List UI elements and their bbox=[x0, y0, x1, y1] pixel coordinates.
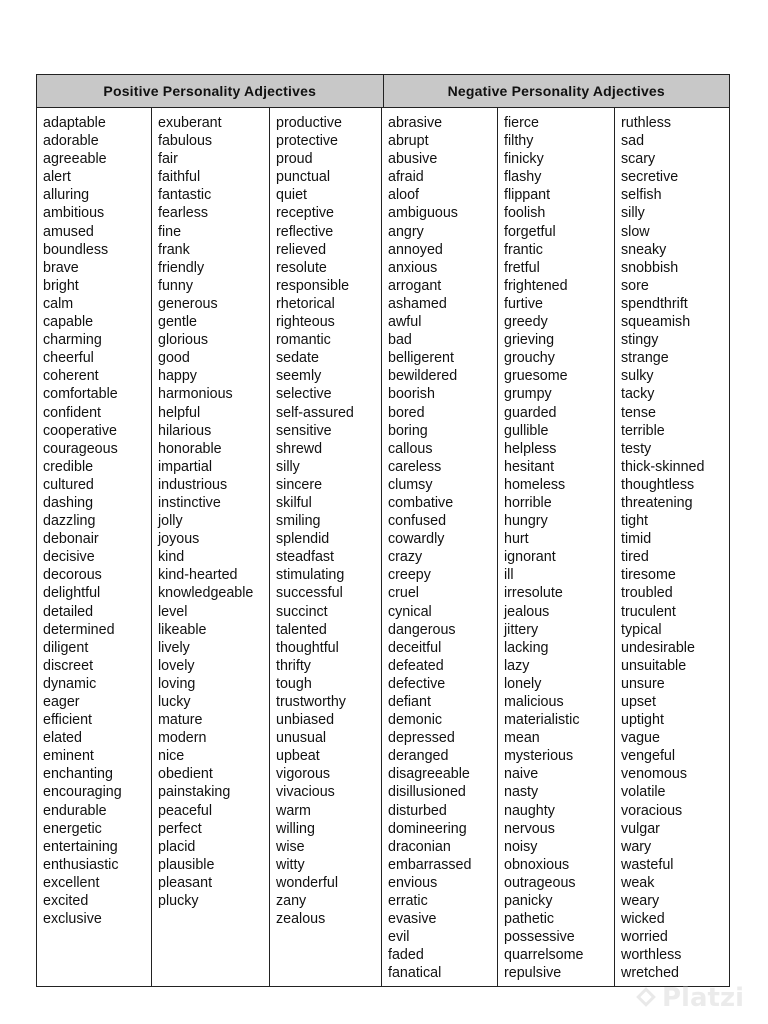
adjective-word: worthless bbox=[621, 947, 682, 964]
adjective-word: level bbox=[158, 603, 188, 620]
adjective-word: envious bbox=[388, 874, 438, 891]
adjective-word: uptight bbox=[621, 712, 664, 729]
adjective-word: kind-hearted bbox=[158, 567, 238, 584]
adjective-word: grieving bbox=[504, 332, 555, 349]
adjective-word: jolly bbox=[158, 513, 183, 530]
adjective-word: zealous bbox=[276, 911, 326, 928]
adjective-word: sincere bbox=[276, 476, 323, 493]
adjective-word: generous bbox=[158, 295, 218, 312]
adjective-word: skilful bbox=[276, 494, 312, 511]
adjective-word: knowledgeable bbox=[158, 585, 254, 602]
adjective-word: smiling bbox=[276, 513, 321, 530]
adjective-word: anxious bbox=[388, 259, 438, 276]
adjective-word: abrupt bbox=[388, 133, 429, 150]
adjective-word: callous bbox=[388, 440, 433, 457]
adjective-word: lively bbox=[158, 639, 190, 656]
column-divider bbox=[497, 107, 498, 986]
adjective-word: proud bbox=[276, 151, 313, 168]
adjective-word: stingy bbox=[621, 332, 659, 349]
adjective-word: deranged bbox=[388, 748, 449, 765]
adjective-word: wise bbox=[276, 838, 305, 855]
adjective-word: worried bbox=[621, 929, 668, 946]
adjective-word: threatening bbox=[621, 494, 693, 511]
adjective-word: joyous bbox=[158, 531, 200, 548]
adjective-word: defiant bbox=[388, 694, 431, 710]
adjective-word: greedy bbox=[504, 314, 548, 331]
adjective-word: flippant bbox=[504, 187, 551, 204]
adjective-word: trustworthy bbox=[276, 694, 346, 710]
adjective-word: capable bbox=[43, 314, 94, 331]
adjective-word: wicked bbox=[621, 911, 665, 928]
adjective-word: tiresome bbox=[621, 567, 676, 584]
adjective-word: talented bbox=[276, 621, 327, 638]
adjective-word: ruthless bbox=[621, 115, 672, 131]
adjective-word: excited bbox=[43, 893, 89, 910]
adjective-word: kind bbox=[158, 549, 185, 566]
adjective-word: obnoxious bbox=[504, 856, 570, 873]
adjective-word: bright bbox=[43, 277, 79, 294]
word-column bbox=[276, 114, 354, 928]
adjective-word: boundless bbox=[43, 241, 109, 258]
adjective-word: harmonious bbox=[158, 386, 233, 403]
section-divider bbox=[381, 107, 382, 986]
adjective-word: instinctive bbox=[158, 494, 221, 511]
platzi-logo-icon bbox=[636, 987, 658, 1009]
adjective-word: troubled bbox=[621, 585, 673, 602]
adjective-word: awful bbox=[388, 314, 422, 331]
adjective-word: possessive bbox=[504, 929, 575, 946]
adjective-word: industrious bbox=[158, 476, 228, 493]
adjective-word: amused bbox=[43, 223, 94, 240]
adjective-word: upbeat bbox=[276, 748, 320, 765]
adjective-word: hurt bbox=[504, 531, 529, 548]
adjective-word: charming bbox=[43, 332, 102, 349]
word-column bbox=[388, 114, 471, 983]
adjective-word: honorable bbox=[158, 440, 222, 457]
adjective-word: creepy bbox=[388, 567, 431, 584]
adjective-word: naughty bbox=[504, 802, 555, 819]
adjective-word: spendthrift bbox=[621, 295, 688, 312]
word-column bbox=[504, 114, 583, 983]
adjective-word: cultured bbox=[43, 476, 94, 493]
adjective-word: boring bbox=[388, 422, 428, 439]
adjective-word: fierce bbox=[504, 115, 539, 131]
adjective-word: frantic bbox=[504, 241, 543, 258]
adjective-word: angry bbox=[388, 223, 424, 240]
adjective-word: entertaining bbox=[43, 838, 118, 855]
adjective-word: foolish bbox=[504, 205, 546, 222]
adjective-word: confused bbox=[388, 513, 447, 530]
adjective-word: painstaking bbox=[158, 784, 231, 801]
adjective-word: productive bbox=[276, 115, 342, 131]
adjective-word: cynical bbox=[388, 603, 432, 620]
adjective-word: courageous bbox=[43, 440, 118, 457]
adjective-word: embarrassed bbox=[388, 856, 472, 873]
adjective-word: voracious bbox=[621, 802, 683, 819]
adjective-word: lonely bbox=[504, 675, 542, 692]
adjective-word: protective bbox=[276, 133, 338, 150]
adjective-word: detailed bbox=[43, 603, 94, 620]
adjective-word: lacking bbox=[504, 639, 549, 656]
adjective-word: flashy bbox=[504, 169, 542, 186]
adjective-word: domineering bbox=[388, 820, 467, 837]
adjective-word: belligerent bbox=[388, 350, 454, 367]
adjective-word: materialistic bbox=[504, 712, 580, 729]
adjective-word: bad bbox=[388, 332, 412, 349]
adjective-word: funny bbox=[158, 277, 193, 294]
adjective-word: wary bbox=[621, 838, 652, 855]
adjective-word: punctual bbox=[276, 169, 331, 186]
adjective-word: furtive bbox=[504, 295, 543, 312]
adjective-word: thoughtful bbox=[276, 639, 339, 656]
adjective-word: sore bbox=[621, 277, 649, 294]
adjective-word: noisy bbox=[504, 838, 538, 855]
adjective-word: gruesome bbox=[504, 368, 568, 385]
adjective-word: sneaky bbox=[621, 241, 667, 258]
adjectives-table bbox=[36, 74, 730, 987]
adjective-word: reflective bbox=[276, 223, 334, 240]
adjective-word: nervous bbox=[504, 820, 555, 837]
adjective-word: good bbox=[158, 350, 190, 367]
adjective-word: faded bbox=[388, 947, 424, 964]
adjective-word: excellent bbox=[43, 874, 100, 891]
adjective-word: cruel bbox=[388, 585, 419, 602]
adjective-word: grumpy bbox=[504, 386, 552, 403]
adjective-word: disagreeable bbox=[388, 766, 470, 783]
adjective-word: exclusive bbox=[43, 911, 102, 928]
adjective-word: calm bbox=[43, 295, 74, 312]
adjective-word: abusive bbox=[388, 151, 438, 168]
adjective-word: quiet bbox=[276, 187, 308, 204]
adjective-word: glorious bbox=[158, 332, 209, 349]
adjective-word: clumsy bbox=[388, 476, 433, 493]
adjective-word: vengeful bbox=[621, 748, 676, 765]
adjective-word: mysterious bbox=[504, 748, 574, 765]
adjective-word: hilarious bbox=[158, 422, 212, 439]
adjective-word: secretive bbox=[621, 169, 679, 186]
adjective-word: thoughtless bbox=[621, 476, 695, 493]
adjective-word: afraid bbox=[388, 169, 424, 186]
adjective-word: credible bbox=[43, 458, 94, 475]
word-column bbox=[621, 114, 704, 983]
adjective-word: plucky bbox=[158, 893, 199, 910]
adjective-word: dynamic bbox=[43, 675, 97, 692]
adjective-word: terrible bbox=[621, 422, 665, 439]
adjective-word: grouchy bbox=[504, 350, 555, 367]
adjective-word: wonderful bbox=[276, 874, 338, 891]
adjective-word: witty bbox=[276, 856, 305, 873]
adjective-word: lazy bbox=[504, 657, 530, 674]
adjective-word: shrewd bbox=[276, 440, 323, 457]
adjective-word: vivacious bbox=[276, 784, 335, 801]
adjective-word: mean bbox=[504, 730, 540, 747]
adjective-word: defective bbox=[388, 675, 446, 692]
adjective-word: mature bbox=[158, 712, 203, 729]
adjective-word: fabulous bbox=[158, 133, 213, 150]
adjective-word: wasteful bbox=[621, 856, 674, 873]
adjective-word: silly bbox=[621, 205, 645, 222]
adjective-word: alluring bbox=[43, 187, 90, 204]
adjective-word: hesitant bbox=[504, 458, 555, 475]
adjective-word: succinct bbox=[276, 603, 328, 620]
adjective-word: tough bbox=[276, 675, 312, 692]
adjective-word: timid bbox=[621, 531, 652, 548]
adjective-word: sad bbox=[621, 133, 645, 150]
adjective-word: tense bbox=[621, 404, 656, 421]
adjective-word: quarrelsome bbox=[504, 947, 584, 964]
adjective-word: boorish bbox=[388, 386, 435, 403]
adjective-word: volatile bbox=[621, 784, 666, 801]
adjective-word: tired bbox=[621, 549, 649, 566]
adjective-word: seemly bbox=[276, 368, 322, 385]
adjective-word: self-assured bbox=[276, 404, 354, 421]
adjective-word: venomous bbox=[621, 766, 687, 783]
adjective-word: ashamed bbox=[388, 295, 447, 312]
adjective-word: ambitious bbox=[43, 205, 105, 222]
adjective-word: perfect bbox=[158, 820, 202, 837]
adjective-word: vague bbox=[621, 730, 660, 747]
adjective-word: receptive bbox=[276, 205, 335, 222]
adjective-word: erratic bbox=[388, 893, 428, 910]
adjective-word: encouraging bbox=[43, 784, 122, 801]
adjective-word: unsuitable bbox=[621, 657, 687, 674]
adjective-word: unsure bbox=[621, 675, 665, 692]
adjective-word: undesirable bbox=[621, 639, 695, 656]
adjective-word: plausible bbox=[158, 856, 215, 873]
adjective-word: truculent bbox=[621, 603, 676, 620]
adjective-word: combative bbox=[388, 494, 454, 511]
adjective-word: bored bbox=[388, 404, 425, 421]
adjective-word: lovely bbox=[158, 657, 195, 674]
adjective-word: fantastic bbox=[158, 187, 212, 204]
adjective-word: strange bbox=[621, 350, 669, 367]
adjective-word: warm bbox=[276, 802, 311, 819]
adjective-word: annoyed bbox=[388, 241, 443, 258]
positive-header: Positive Personality Adjectives bbox=[103, 83, 317, 99]
adjective-word: debonair bbox=[43, 531, 99, 548]
adjective-word: lucky bbox=[158, 694, 191, 710]
adjective-word: forgetful bbox=[504, 223, 556, 240]
adjective-word: willing bbox=[276, 820, 315, 837]
adjective-word: tight bbox=[621, 513, 649, 530]
adjective-word: arrogant bbox=[388, 277, 442, 294]
adjective-word: sedate bbox=[276, 350, 319, 367]
adjective-word: weak bbox=[621, 874, 655, 891]
adjective-word: squeamish bbox=[621, 314, 691, 331]
adjective-word: careless bbox=[388, 458, 442, 475]
adjective-word: evasive bbox=[388, 911, 437, 928]
adjective-word: evil bbox=[388, 929, 410, 946]
adjective-word: frank bbox=[158, 241, 190, 258]
adjective-word: friendly bbox=[158, 259, 205, 276]
adjective-word: depressed bbox=[388, 730, 455, 747]
adjective-word: fine bbox=[158, 223, 182, 240]
adjective-word: malicious bbox=[504, 694, 564, 710]
adjective-word: aloof bbox=[388, 187, 420, 204]
adjective-word: confident bbox=[43, 404, 102, 421]
adjective-word: guarded bbox=[504, 404, 557, 421]
adjective-word: splendid bbox=[276, 531, 330, 548]
adjective-word: finicky bbox=[504, 151, 544, 168]
adjective-word: relieved bbox=[276, 241, 327, 258]
adjective-word: unbiased bbox=[276, 712, 335, 729]
adjective-word: zany bbox=[276, 893, 307, 910]
adjective-word: jittery bbox=[504, 621, 539, 638]
word-column bbox=[43, 114, 122, 928]
adjective-word: fair bbox=[158, 151, 178, 168]
adjective-word: gullible bbox=[504, 422, 549, 439]
adjective-word: discreet bbox=[43, 657, 94, 674]
adjective-word: typical bbox=[621, 621, 662, 638]
adjective-word: comfortable bbox=[43, 386, 118, 403]
adjective-word: faithful bbox=[158, 169, 201, 186]
adjective-word: fearless bbox=[158, 205, 209, 222]
adjective-word: thrifty bbox=[276, 657, 311, 674]
adjective-word: exuberant bbox=[158, 115, 222, 131]
adjective-word: slow bbox=[621, 223, 650, 240]
adjective-word: naive bbox=[504, 766, 539, 783]
adjective-word: alert bbox=[43, 169, 71, 186]
adjective-word: likeable bbox=[158, 621, 207, 638]
adjective-word: pathetic bbox=[504, 911, 555, 928]
adjective-word: wretched bbox=[621, 965, 680, 982]
adjective-word: weary bbox=[621, 893, 660, 910]
adjective-word: upset bbox=[621, 694, 656, 710]
adjective-word: silly bbox=[276, 458, 300, 475]
adjective-word: scary bbox=[621, 151, 656, 168]
adjective-word: modern bbox=[158, 730, 207, 747]
adjective-word: peaceful bbox=[158, 802, 213, 819]
adjective-word: righteous bbox=[276, 314, 335, 331]
adjective-word: snobbish bbox=[621, 259, 679, 276]
adjective-word: enthusiastic bbox=[43, 856, 119, 873]
adjective-word: horrible bbox=[504, 494, 552, 511]
watermark bbox=[636, 978, 766, 1018]
adjective-word: impartial bbox=[158, 458, 213, 475]
adjective-word: gentle bbox=[158, 314, 197, 331]
adjective-word: decorous bbox=[43, 567, 102, 584]
adjective-word: tacky bbox=[621, 386, 655, 403]
adjective-word: testy bbox=[621, 440, 652, 457]
adjective-word: cooperative bbox=[43, 422, 117, 439]
column-divider bbox=[269, 107, 270, 986]
adjective-word: eminent bbox=[43, 748, 94, 765]
adjective-word: bewildered bbox=[388, 368, 458, 385]
adjective-word: coherent bbox=[43, 368, 99, 385]
adjective-word: filthy bbox=[504, 133, 534, 150]
adjective-word: selfish bbox=[621, 187, 662, 204]
adjective-word: obedient bbox=[158, 766, 213, 783]
adjective-word: stimulating bbox=[276, 567, 345, 584]
adjective-word: happy bbox=[158, 368, 197, 385]
adjective-word: enchanting bbox=[43, 766, 113, 783]
table-header bbox=[37, 75, 729, 108]
adjective-word: disturbed bbox=[388, 802, 447, 819]
adjective-word: cheerful bbox=[43, 350, 94, 367]
adjective-word: efficient bbox=[43, 712, 93, 729]
adjective-word: panicky bbox=[504, 893, 553, 910]
adjective-word: jealous bbox=[504, 603, 550, 620]
adjective-word: abrasive bbox=[388, 115, 443, 131]
adjective-word: energetic bbox=[43, 820, 102, 837]
adjective-word: pleasant bbox=[158, 874, 213, 891]
adjective-word: fanatical bbox=[388, 965, 442, 982]
adjective-word: defeated bbox=[388, 657, 444, 674]
adjective-word: dangerous bbox=[388, 621, 456, 638]
adjective-word: placid bbox=[158, 838, 196, 855]
watermark-text: Platzi bbox=[662, 983, 744, 1013]
adjective-word: dashing bbox=[43, 494, 94, 511]
adjective-word: steadfast bbox=[276, 549, 335, 566]
adjective-word: ill bbox=[504, 567, 514, 584]
adjective-word: decisive bbox=[43, 549, 95, 566]
column-divider bbox=[614, 107, 615, 986]
adjective-word: elated bbox=[43, 730, 82, 747]
adjective-word: vulgar bbox=[621, 820, 660, 837]
adjective-word: irresolute bbox=[504, 585, 563, 602]
adjective-word: crazy bbox=[388, 549, 423, 566]
adjective-word: cowardly bbox=[388, 531, 445, 548]
adjective-word: rhetorical bbox=[276, 295, 335, 312]
adjective-word: endurable bbox=[43, 802, 107, 819]
adjective-word: hungry bbox=[504, 513, 548, 530]
adjective-word: nasty bbox=[504, 784, 539, 801]
adjective-word: determined bbox=[43, 621, 115, 638]
negative-header: Negative Personality Adjectives bbox=[383, 75, 730, 107]
adjective-word: diligent bbox=[43, 639, 89, 656]
adjective-word: outrageous bbox=[504, 874, 576, 891]
adjective-word: adorable bbox=[43, 133, 99, 150]
adjective-word: draconian bbox=[388, 838, 451, 855]
adjective-word: resolute bbox=[276, 259, 327, 276]
adjective-word: deceitful bbox=[388, 639, 442, 656]
adjective-word: thick-skinned bbox=[621, 458, 705, 475]
adjective-word: sensitive bbox=[276, 422, 332, 439]
adjective-word: helpful bbox=[158, 404, 201, 421]
adjective-word: successful bbox=[276, 585, 343, 602]
adjective-word: romantic bbox=[276, 332, 331, 349]
adjective-word: homeless bbox=[504, 476, 566, 493]
adjective-word: ambiguous bbox=[388, 205, 458, 222]
adjective-word: helpless bbox=[504, 440, 557, 457]
adjective-word: responsible bbox=[276, 277, 350, 294]
adjective-word: agreeable bbox=[43, 151, 107, 168]
word-column bbox=[158, 114, 253, 910]
adjective-word: dazzling bbox=[43, 513, 96, 530]
adjective-word: demonic bbox=[388, 712, 443, 729]
adjective-word: vigorous bbox=[276, 766, 331, 783]
adjective-word: nice bbox=[158, 748, 185, 765]
adjective-word: eager bbox=[43, 694, 80, 710]
adjective-word: selective bbox=[276, 386, 332, 403]
adjective-word: repulsive bbox=[504, 965, 562, 982]
adjective-word: loving bbox=[158, 675, 196, 692]
adjective-word: sulky bbox=[621, 368, 654, 385]
adjective-word: frightened bbox=[504, 277, 568, 294]
column-divider bbox=[151, 107, 152, 986]
adjective-word: brave bbox=[43, 259, 79, 276]
adjective-word: unusual bbox=[276, 730, 327, 747]
adjective-word: adaptable bbox=[43, 115, 106, 131]
adjective-word: ignorant bbox=[504, 549, 556, 566]
adjective-word: disillusioned bbox=[388, 784, 466, 801]
adjective-word: fretful bbox=[504, 259, 540, 276]
adjective-word: delightful bbox=[43, 585, 101, 602]
